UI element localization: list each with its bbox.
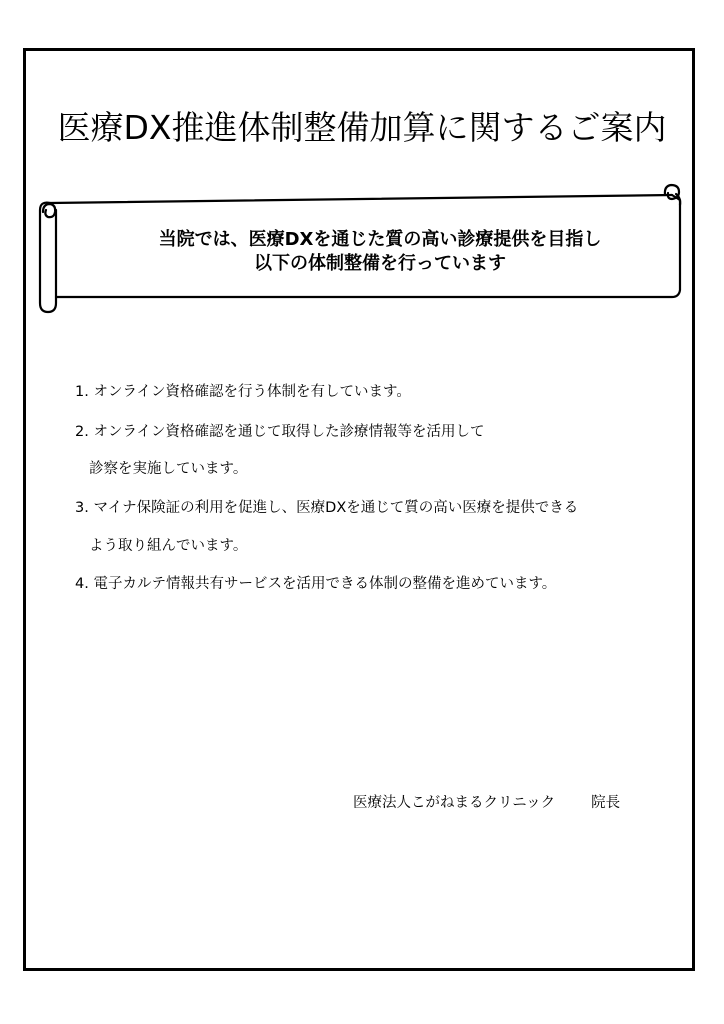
list-item-2-continuation: 診察を実施しています。	[89, 461, 248, 477]
clinic-name: 医療法人こがねまるクリニック	[353, 795, 556, 811]
banner-line-2: 以下の体制整備を行っています	[254, 253, 506, 274]
list-item-3: 3. マイナ保険証の利用を促進し、医療DXを通じて質の高い医療を提供できる	[75, 500, 579, 516]
list-item-4: 4. 電子カルテ情報共有サービスを活用できる体制の整備を進めています。	[75, 576, 557, 592]
director-title: 院長	[591, 795, 621, 811]
banner-line-1: 当院では、医療DXを通じた質の高い診療提供を目指し	[158, 229, 602, 250]
list-item-3-continuation: よう取り組んでいます。	[89, 538, 248, 554]
list-item-2: 2. オンライン資格確認を通じて取得した診療情報等を活用して	[75, 424, 485, 440]
signature	[353, 793, 620, 813]
document-title: 医療DX推進体制整備加算に関するご案内	[57, 108, 667, 147]
list-item-1: 1. オンライン資格確認を行う体制を有しています。	[75, 384, 411, 400]
